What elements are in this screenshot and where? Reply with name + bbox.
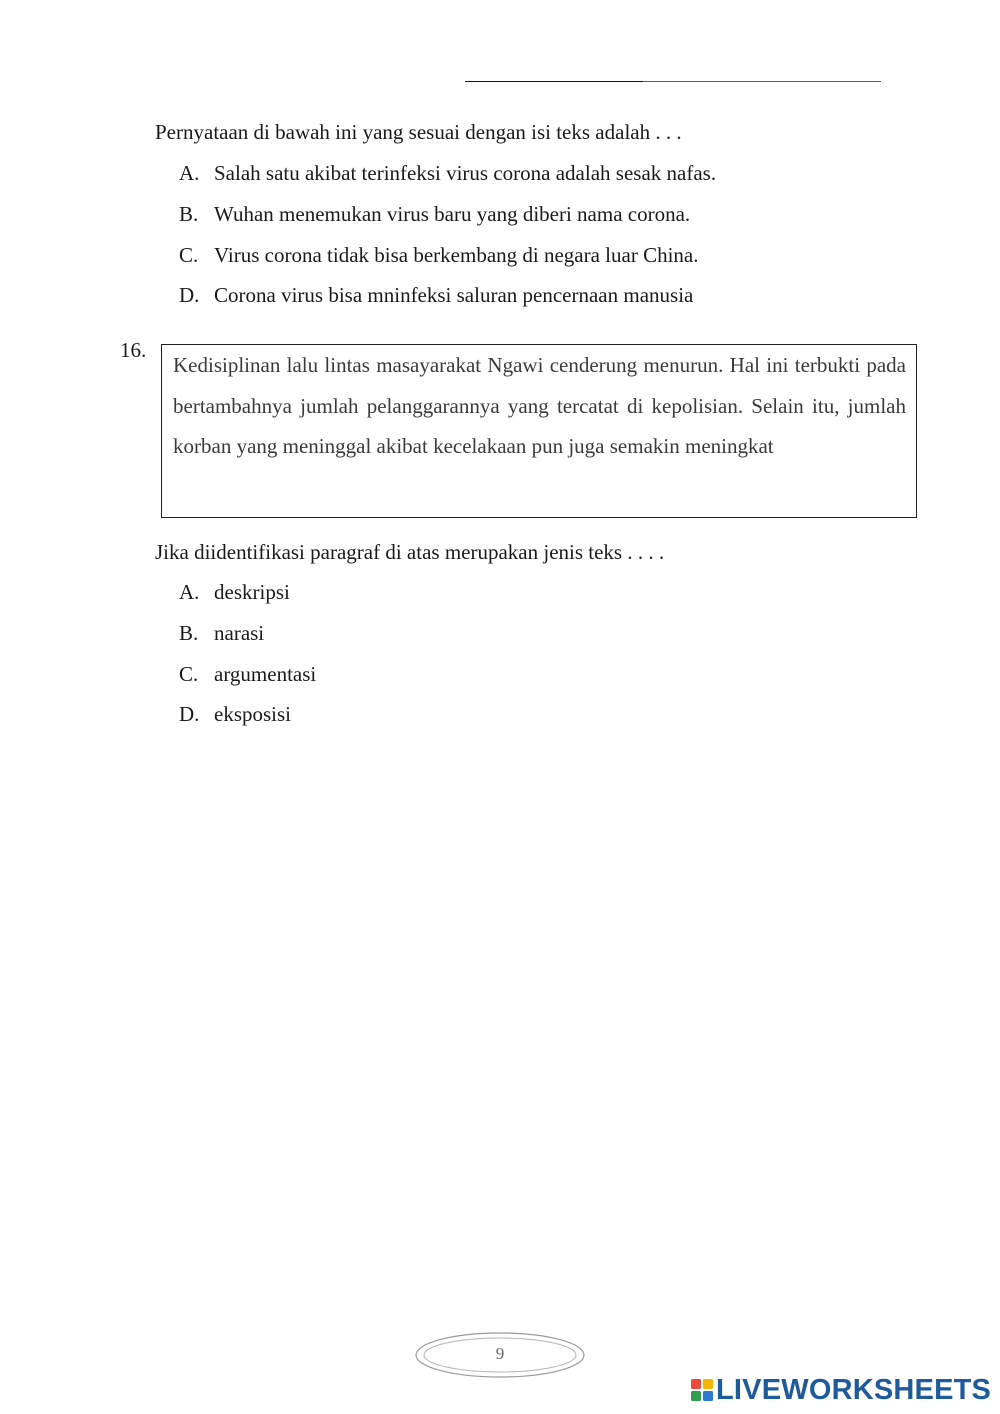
q15-stem: Pernyataan di bawah ini yang sesuai dengan isi teks adalah . . . [155,120,682,144]
q16-number: 16. [120,338,147,362]
q15-option-c-letter: C. [179,243,199,267]
q16-option-c-text[interactable]: argumentasi [214,662,317,686]
q16-stem: Jika diidentifikasi paragraf di atas merupakan jenis teks . . . . [155,540,665,564]
header-rule-red [643,81,881,82]
q16-option-a-text[interactable]: deskripsi [214,580,290,604]
q15-option-c-text[interactable]: Virus corona tidak bisa berkembang di negara luar China. [214,243,699,267]
liveworksheets-brand[interactable] [690,1373,991,1407]
q16-option-d-letter: D. [179,702,200,726]
q15-option-a-letter: A. [179,161,200,185]
q16-option-c-letter: C. [179,662,199,686]
q15-option-b-text[interactable]: Wuhan menemukan virus baru yang diberi nama corona. [214,202,691,226]
q16-option-b-text[interactable]: narasi [214,621,265,645]
q15-option-d-letter: D. [179,283,200,307]
q16-option-a-letter: A. [179,580,200,604]
q16-passage: Kedisiplinan lalu lintas masayarakat Ngawi cenderung menurun. Hal ini terbukti pada bertambahnya jumlah pelanggarannya yang tercatat di kepolisian. Selain itu, jumlah korban yang meninggal akibat kecelakaan pun juga semakin meningkat [173,353,906,458]
header-rule-black [465,81,643,82]
liveworksheets-wordmark: LIVEWORKSHEETS [716,1374,992,1406]
liveworksheets-logo-icon [690,1378,714,1402]
q16-option-b-letter: B. [179,621,199,645]
q15-option-a-text[interactable]: Salah satu akibat terinfeksi virus corona adalah sesak nafas. [214,161,717,185]
q15-option-b-letter: B. [179,202,199,226]
q16-option-d-text[interactable]: eksposisi [214,702,292,726]
page-number: 9 [495,1344,505,1363]
q15-option-d-text[interactable]: Corona virus bisa mninfeksi saluran pencernaan manusia [214,283,694,307]
